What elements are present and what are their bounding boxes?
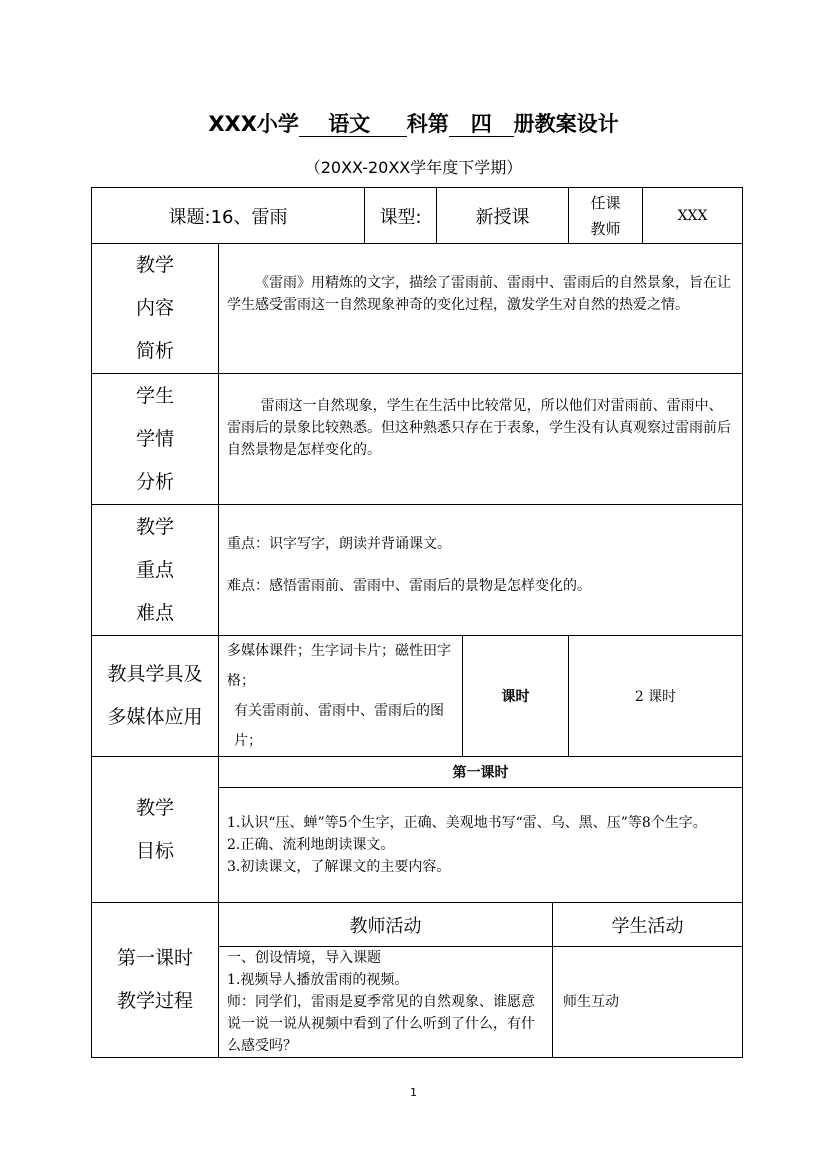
header-row (92, 188, 743, 244)
title-ke-di: 科第 (406, 112, 449, 136)
key-points-label: 教学 重点 难点 (92, 505, 219, 636)
teacher-activity-text: 一、创设情境，导入课题 1.视频导人播放雷雨的视频。 师：同学们，雷雨是夏季常见的自然观象、谁愿意说一说一说从视频中看到了什么听到了什么，有什么感受吗？ (219, 947, 553, 1058)
hours-label: 课时 (463, 636, 569, 757)
process-header-row (92, 903, 743, 947)
objective-item: 2.正确、流利地朗读课文。 (227, 837, 395, 853)
objectives-label: 教学 目标 (92, 757, 219, 903)
objectives-section-title: 第一课时 (219, 757, 743, 788)
student-analysis-label: 学生 学情 分析 (92, 374, 219, 505)
materials-text: 多媒体课件；生字词卡片；磁性田字格； 有关雷雨前、雷雨中、雷雨后的图片； (219, 636, 463, 757)
type-value: 新授课 (437, 188, 569, 244)
content-summary-label: 教学 内容 简析 (92, 244, 219, 374)
title-school: XXX小学 (208, 112, 299, 136)
objective-item: 1.认识“压、蝉”等5个生字，正确、美观地书写“雷、乌、黑、压”等8个生字。 (227, 815, 707, 831)
lesson-plan-table (91, 187, 743, 1058)
content-summary-row (92, 244, 743, 374)
teacher-value: XXX (643, 188, 743, 244)
objectives-list (219, 788, 743, 903)
content-summary-text: 《雷雨》用精炼的文字，描绘了雷雨前、雷雨中、雷雨后的自然景象，旨在让学生感受雷雨这一自然现象神奇的变化过程，激发学生对自然的热爱之情。 (219, 244, 743, 374)
title-subject: 语文 (299, 112, 407, 137)
hours-value: 2 课时 (569, 636, 743, 757)
materials-row (92, 636, 743, 757)
objective-item: 3.初读课文，了解课文的主要内容。 (227, 859, 451, 875)
student-analysis-row (92, 374, 743, 505)
materials-label: 教具学具及 多媒体应用 (92, 636, 219, 757)
title-suffix: 册教案设计 (513, 112, 619, 136)
process-label: 第一课时 教学过程 (92, 903, 219, 1058)
objectives-header-row (92, 757, 743, 788)
document-subtitle: （20XX-20XX学年度下学期） (304, 158, 523, 177)
key-points-text: 重点：识字写字，朗读并背诵课文。 难点：感悟雷雨前、雷雨中、雷雨后的景物是怎样变化的。 (219, 505, 743, 636)
student-activity-header: 学生活动 (553, 903, 743, 947)
key-points-row (92, 505, 743, 636)
title-volume: 四 (449, 112, 514, 137)
teacher-activity-header: 教师活动 (219, 903, 553, 947)
teacher-label: 任课 教师 (569, 188, 643, 244)
student-activity-text: 师生互动 (553, 947, 743, 1058)
document-title (0, 108, 827, 138)
topic-cell: 课题:16、雷雨 (92, 188, 365, 244)
student-analysis-text: 雷雨这一自然现象，学生在生活中比较常见，所以他们对雷雨前、雷雨中、雷雨后的景象比较熟悉。但这种熟悉只存在于表象，学生没有认真观察过雷雨前后自然景物是怎样变化的。 (219, 374, 743, 505)
type-label: 课型: (365, 188, 437, 244)
page-number: 1 (410, 1086, 417, 1099)
